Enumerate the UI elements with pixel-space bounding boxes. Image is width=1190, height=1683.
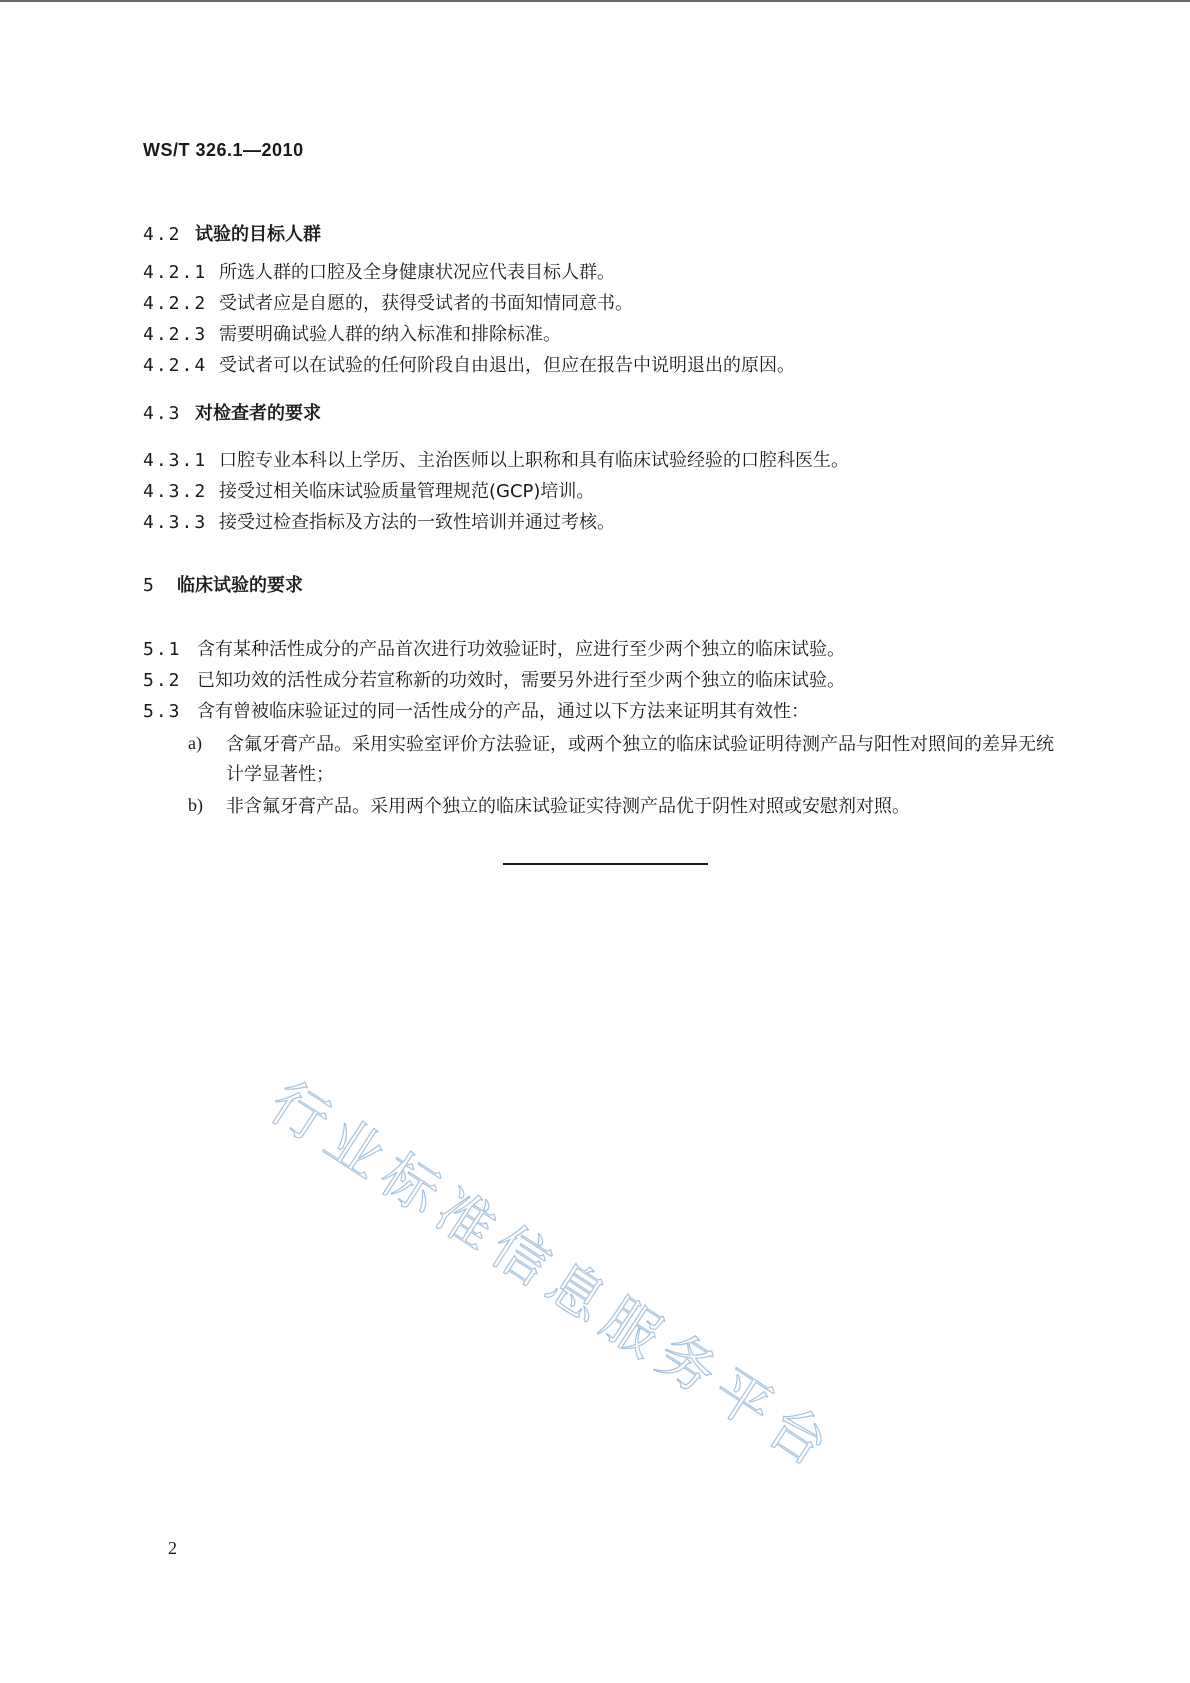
- section-4-2-heading: [143, 222, 321, 248]
- clause-text: 接受过相关临床试验质量管理规范(GCP)培训。: [219, 481, 595, 502]
- clause-number: 4.3.1: [143, 450, 208, 471]
- clause-text: 接受过检查指标及方法的一致性培训并通过考核。: [219, 512, 615, 533]
- list-item-a: [188, 730, 1066, 790]
- clause-number: 4.2.1: [143, 262, 208, 283]
- section-title: 试验的目标人群: [195, 224, 321, 245]
- clause-number: 4.3.3: [143, 512, 208, 533]
- clause-4-2-3: [143, 322, 561, 348]
- section-number: 5: [143, 575, 156, 596]
- list-item-b: [188, 792, 1066, 822]
- clause-4-2-1: [143, 260, 615, 286]
- clause-text: 口腔专业本科以上学历、主治医师以上职称和具有临床试验经验的口腔科医生。: [219, 450, 849, 471]
- section-5-heading: [143, 573, 303, 599]
- clause-number: 5.1: [143, 639, 182, 660]
- clause-4-3-1: [143, 448, 849, 474]
- clause-4-2-4: [143, 353, 795, 379]
- clause-text: 已知功效的活性成分若宣称新的功效时，需要另外进行至少两个独立的临床试验。: [197, 670, 845, 691]
- watermark-text: 行业标准信息服务平台: [258, 1070, 847, 1485]
- list-marker: a): [188, 733, 202, 753]
- clause-number: 5.2: [143, 670, 182, 691]
- list-marker: b): [188, 795, 203, 815]
- clause-number: 4.2.2: [143, 293, 208, 314]
- clause-number: 4.2.3: [143, 324, 208, 345]
- list-item-text: 含氟牙膏产品。采用实验室评价方法验证，或两个独立的临床试验证明待测产品与阳性对照间的差异无统计学显著性；: [226, 734, 1054, 785]
- clause-5-3: [143, 699, 809, 725]
- clause-text: 受试者应是自愿的，获得受试者的书面知情同意书。: [219, 293, 633, 314]
- document-code: WS/T 326.1—2010: [143, 140, 304, 160]
- section-title: 对检查者的要求: [195, 403, 321, 424]
- end-of-document-rule: [503, 863, 708, 865]
- clause-number: 4.2.4: [143, 355, 208, 376]
- section-number: 4.2: [143, 224, 182, 245]
- clause-4-3-2: [143, 479, 594, 505]
- clause-text: 所选人群的口腔及全身健康状况应代表目标人群。: [219, 262, 615, 283]
- clause-5-1: [143, 637, 845, 663]
- section-4-3-heading: [143, 401, 321, 427]
- top-border-rule: [0, 0, 1190, 2]
- list-item-text: 非含氟牙膏产品。采用两个独立的临床试验证实待测产品优于阴性对照或安慰剂对照。: [226, 796, 910, 817]
- section-title: 临床试验的要求: [177, 575, 303, 596]
- clause-number: 4.3.2: [143, 481, 208, 502]
- clause-text: 受试者可以在试验的任何阶段自由退出，但应在报告中说明退出的原因。: [219, 355, 795, 376]
- section-number: 4.3: [143, 403, 182, 424]
- clause-text: 含有曾被临床验证过的同一活性成分的产品，通过以下方法来证明其有效性：: [197, 701, 809, 722]
- clause-number: 5.3: [143, 701, 182, 722]
- page-number: 2: [168, 1538, 177, 1558]
- clause-4-2-2: [143, 291, 633, 317]
- clause-5-2: [143, 668, 845, 694]
- clause-4-3-3: [143, 510, 615, 536]
- clause-text: 含有某种活性成分的产品首次进行功效验证时，应进行至少两个独立的临床试验。: [197, 639, 845, 660]
- clause-text: 需要明确试验人群的纳入标准和排除标准。: [219, 324, 561, 345]
